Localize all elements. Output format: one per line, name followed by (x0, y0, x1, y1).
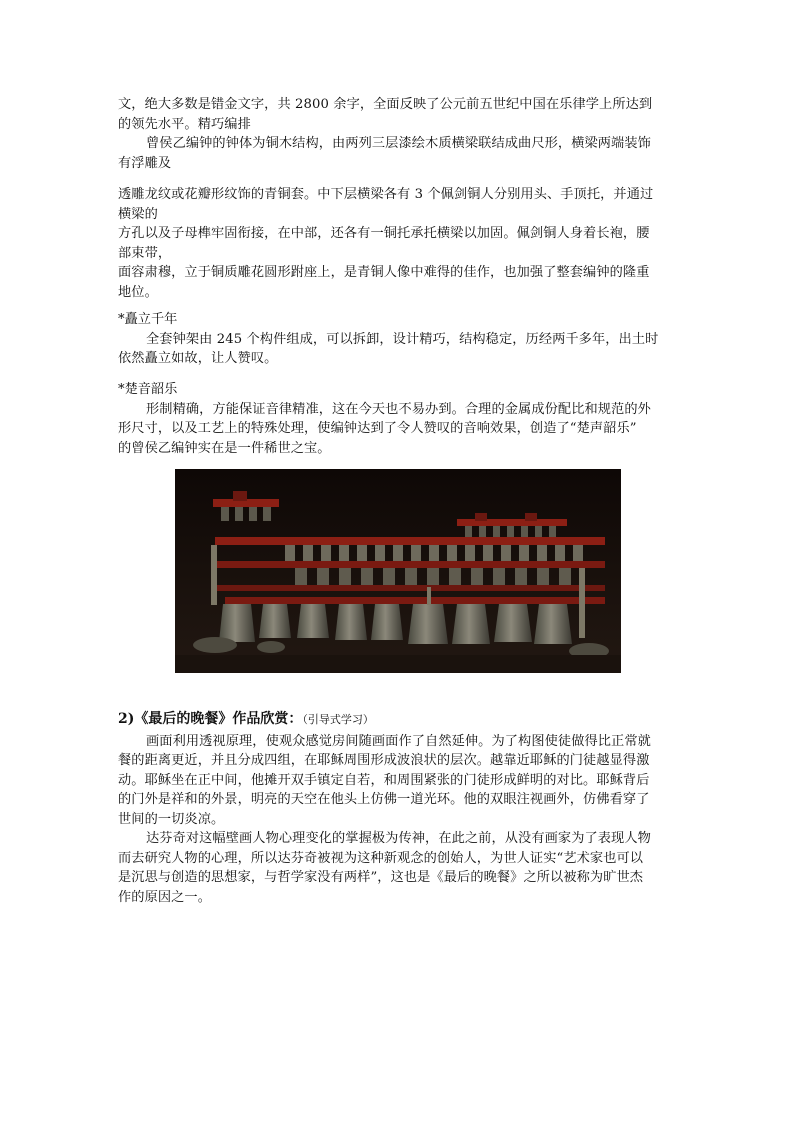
text-line: 达芬奇对这幅壁画人物心理变化的掌握极为传神，在此之前，从没有画家为了表现人物 (146, 831, 651, 846)
text-line: 方孔以及子母榫牢固衔接，在中部，还各有一铜托承托横梁以加固。佩剑铜人身着长袍，腰 (118, 226, 650, 241)
paragraph-structure (118, 134, 676, 173)
section-last-supper (118, 710, 676, 907)
text-line: 画面利用透视原理，使观众感觉房间随画面作了自然延伸。为了构图使徒做得比正常就 (146, 733, 651, 749)
text-line: 横梁的 (118, 206, 158, 222)
paragraph-decoration (118, 185, 676, 302)
section-heading: *楚音韶乐 (118, 382, 178, 397)
text-line: 依然矗立如故，让人赞叹。 (118, 351, 278, 366)
text-line: 而去研究人物的心理，所以达芬奇被视为这种新观念的创始人，为世人证实“艺术家也可以 (118, 850, 644, 866)
text-line: 餐的距离更近，并且分成四组，在耶稣周围形成波浪状的层次。越靠近耶稣的门徒越显得激 (118, 753, 650, 768)
text-line: 文，绝大多数是错金文字，共 2800 余字，全面反映了公元前五世纪中国在乐律学上所达到 (118, 97, 653, 112)
text-line: 的曾侯乙编钟实在是一件稀世之宝。 (118, 440, 331, 456)
section-chuyin (118, 380, 676, 458)
section-title-row (118, 710, 676, 730)
text-line: 的领先水平。精巧编排 (118, 116, 251, 132)
text-line: 部束带， (118, 245, 172, 261)
text-line: 曾侯乙编钟的钟体为铜木结构，由两列三层漆绘木质横梁联结成曲尺形，横梁两端装饰 (146, 136, 651, 151)
text-line: 作的原因之一。 (118, 889, 212, 905)
bianzhong-photo (175, 469, 621, 673)
text-line: 世间的一切炎凉。 (118, 811, 225, 827)
text-line: 有浮雕及 (118, 155, 172, 171)
text-line: 的门外是祥和的外景，明亮的天空在他头上仿佛一道光环。他的双眼注视画外，仿佛看穿了 (118, 792, 650, 807)
text-line: 形制精确，方能保证音律精准，这在今天也不易办到。合理的金属成份配比和规范的外 (146, 401, 651, 417)
section-subtitle: （引导式学习） (302, 713, 374, 726)
text-line: 透雕龙纹或花瓣形纹饰的青铜套。中下层横梁各有 3 个佩剑铜人分别用头、手顶托，并通过 (118, 187, 654, 202)
text-line: 地位。 (118, 284, 158, 300)
section-chuli (118, 310, 676, 369)
section-title: 2)《最后的晚餐》作品欣赏： (118, 711, 303, 727)
text-line: 形尺寸，以及工艺上的特殊处理，使编钟达到了令人赞叹的音响效果，创造了“楚声韶乐” (118, 421, 637, 436)
text-line: 动。耶稣坐在正中间，他摊开双手镇定自若，和周围紧张的门徒形成鲜明的对比。耶稣背后 (118, 772, 650, 788)
text-line: 是沉思与创造的思想家，与哲学家没有两样”，这也是《最后的晚餐》之所以被称为旷世杰 (118, 870, 644, 885)
paragraph-inscription (118, 95, 676, 134)
text-line: 全套钟架由 245 个构件组成，可以拆卸，设计精巧，结构稳定，历经两千多年，出土时 (146, 331, 659, 347)
section-heading: *矗立千年 (118, 312, 178, 327)
text-line: 面容肃穆，立于铜质雕花圆形跗座上，是青铜人像中难得的佳作，也加强了整套编钟的隆重 (118, 265, 650, 280)
